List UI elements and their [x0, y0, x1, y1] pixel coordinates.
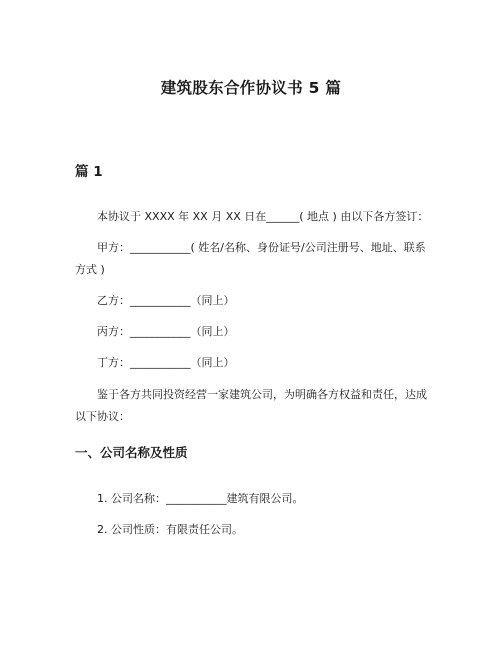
- document-title: 建筑股东合作协议书 5 篇: [160, 79, 342, 97]
- list-item-company-name: 1. 公司名称：___________建筑有限公司。: [97, 492, 304, 505]
- party-d-paragraph: 丁方：___________（同上）: [97, 356, 235, 369]
- list-item-company-nature: 2. 公司性质：有限责任公司。: [97, 523, 243, 536]
- party-c-paragraph: 丙方：___________（同上）: [97, 325, 235, 338]
- section-heading: 篇 1: [75, 164, 103, 180]
- whereas-paragraph: 鉴于各方共同投资经营一家建筑公司，为明确各方权益和责任，达成以下协议：: [75, 388, 427, 423]
- party-b-paragraph: 乙方：___________（同上）: [97, 294, 235, 307]
- party-a-paragraph: 甲方：___________( 姓名/名称、身份证号/公司注册号、地址、联系方式 ): [75, 241, 426, 276]
- agreement-intro-paragraph: 本协议于 XXXX 年 XX 月 XX 日在______( 地点 ) 由以下各方签订：: [97, 210, 429, 223]
- subsection-heading: 一、公司名称及性质: [75, 445, 188, 460]
